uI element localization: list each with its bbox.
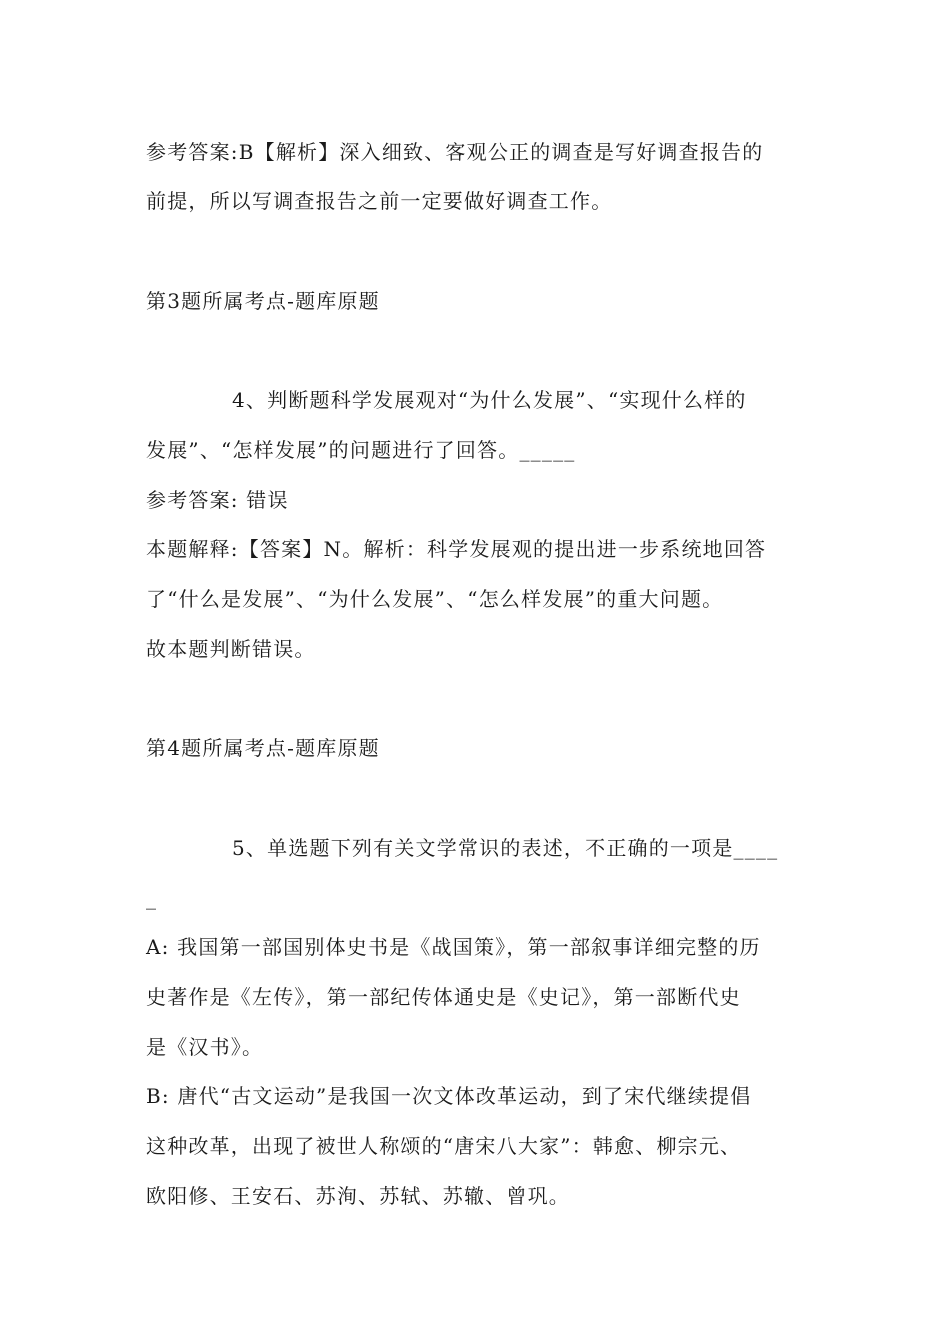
q5-option-a-line-1: A: 我国第一部国别体史书是《战国策》，第一部叙事详细完整的历 xyxy=(146,935,761,959)
q3-answer-line-2: 前提，所以写调查报告之前一定要做好调查工作。 xyxy=(146,189,613,213)
q5-option-a-line-3: 是《汉书》。 xyxy=(146,1035,264,1059)
q5-option-b-line-2: 这种改革，出现了被世人称颂的“唐宋八大家”：韩愈、柳宗元、 xyxy=(146,1134,742,1158)
q5-stem-line-1: 5、单选题下列有关文学常识的表述，不正确的一项是____ xyxy=(232,836,779,860)
q4-knowledge-point: 第4题所属考点-题库原题 xyxy=(146,736,380,760)
q3-knowledge-point: 第3题所属考点-题库原题 xyxy=(146,289,380,313)
q4-stem-line-1: 4、判断题科学发展观对“为什么发展”、“实现什么样的 xyxy=(232,388,747,412)
q4-stem-line-2: 发展”、“怎样发展”的问题进行了回答。_____ xyxy=(146,438,576,462)
q3-answer-line-1: 参考答案:B【解析】深入细致、客观公正的调查是写好调查报告的 xyxy=(146,140,764,164)
q5-option-b-line-3: 欧阳修、王安石、苏洵、苏轼、苏辙、曾巩。 xyxy=(146,1184,570,1208)
q4-answer: 参考答案: 错误 xyxy=(146,488,289,512)
q5-option-a-line-2: 史著作是《左传》，第一部纪传体通史是《史记》，第一部断代史 xyxy=(146,985,741,1009)
q4-explanation-line-2: 了“什么是发展”、“为什么发展”、“怎么样发展”的重大问题。 xyxy=(146,587,724,611)
q4-explanation-line-3: 故本题判断错误。 xyxy=(146,637,316,661)
q5-stem-line-2: _ xyxy=(146,886,158,910)
q5-option-b-line-1: B: 唐代“古文运动”是我国一次文体改革运动，到了宋代继续提倡 xyxy=(146,1084,752,1108)
q4-explanation-line-1: 本题解释:【答案】N。解析：科学发展观的提出进一步系统地回答 xyxy=(146,537,767,561)
